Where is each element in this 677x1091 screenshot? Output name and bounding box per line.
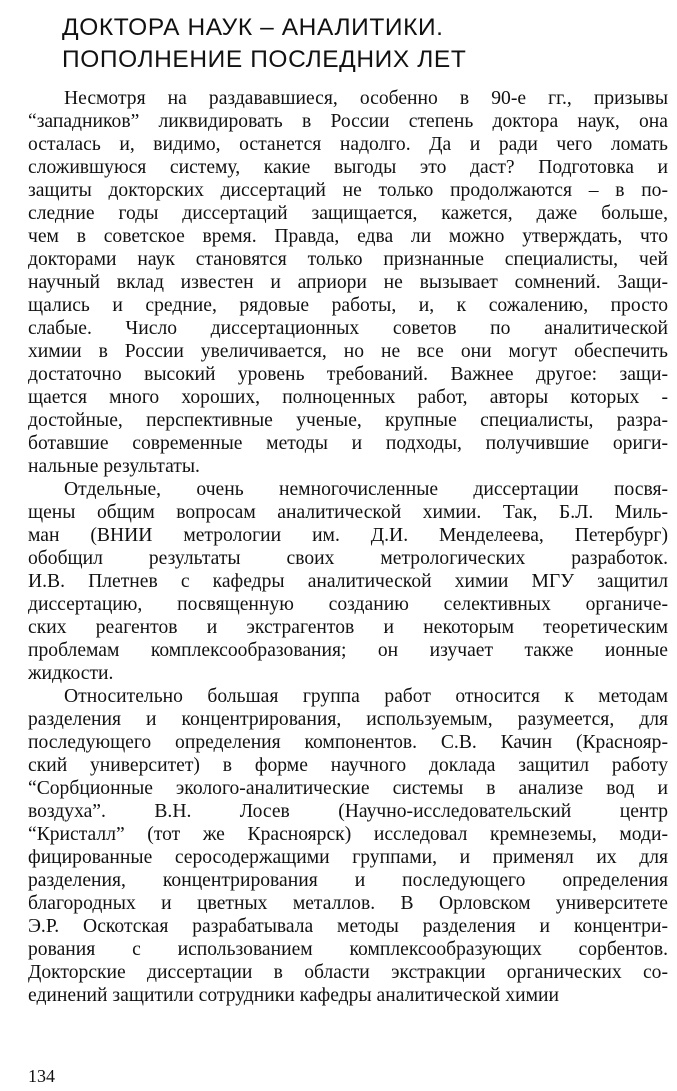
text-line: щается много хороших, полноценных работ, авторы которых - [28,387,668,408]
text-line: Отдельные, очень немногочисленные диссертации посвя- [64,479,668,500]
text-line: воздуха”. В.Н. Лосев (Научно-исследовательский центр [28,801,668,822]
page-number: 134 [28,1066,55,1086]
text-line: докторами наук становятся только признанные специалисты, чей [28,249,668,270]
text-line: фицированные серосодержащими группами, и применял их для [28,847,668,868]
text-line: осталась и, видимо, останется надолго. Да и ради чего ломать [28,134,668,155]
text-line: Докторские диссертации в области экстракции органических со- [28,962,668,983]
text-line: И.В. Плетнев с кафедры аналитической химии МГУ защитил [28,571,668,592]
paragraph [28,478,668,685]
text-line: ботавшие современные методы и подходы, получившие ориги- [28,433,668,454]
text-line: рования с использованием комплексообразующих сорбентов. [28,939,668,960]
title-line-2: ПОПОЛНЕНИЕ ПОСЛЕДНИХ ЛЕТ [62,46,467,73]
text-line: обобщил результаты своих метрологических разработок. [28,548,668,569]
text-line: проблемам комплексообразования; он изучает также ионные [28,640,668,661]
text-line: нальные результаты. [28,456,200,477]
text-line: химии в России увеличивается, но не все они могут обеспечить [28,341,668,362]
text-line: Э.Р. Оскотская разрабатывала методы разделения и концентри- [28,916,668,937]
text-line: ских реагентов и экстрагентов и некоторым теоретическим [28,617,668,638]
text-line: достойные, перспективные ученые, крупные специалисты, разра- [28,410,668,431]
text-line: “Кристалл” (тот же Красноярск) исследовал кремнеземы, моди- [28,824,668,845]
text-line: Относительно большая группа работ относится к методам [64,686,668,707]
text-line: достаточно высокий уровень требований. Важнее другое: защи- [28,364,668,385]
text-line: ман (ВНИИ метрологии им. Д.И. Менделеева, Петербург) [28,525,668,546]
text-line: следние годы диссертаций защищается, кажется, даже больше, [28,203,668,224]
text-line: чем в советское время. Правда, едва ли можно утверждать, что [28,226,668,247]
text-line: благородных и цветных металлов. В Орловском университете [28,893,668,914]
text-line: защиты докторских диссертаций не только продолжаются – в по- [28,180,668,201]
text-line: единений защитили сотрудники кафедры аналитической химии [28,985,559,1006]
text-line: щались и средние, рядовые работы, и, к сожалению, просто [28,295,668,316]
paragraph [28,685,668,1007]
text-line: разделения, концентрирования и последующего определения [28,870,668,891]
text-line: ский университет) в форме научного доклада защитил работу [28,755,668,776]
text-line: щены общим вопросам аналитической химии. Так, Б.Л. Миль- [28,502,668,523]
text-line: разделения и концентрирования, используемым, разумеется, для [28,709,668,730]
text-line: сложившуюся систему, какие выгоды это даст? Подготовка и [28,157,668,178]
text-line: “Сорбционные эколого-аналитические системы в анализе вод и [28,778,668,799]
text-line: жидкости. [28,663,114,684]
text-line: слабые. Число диссертационных советов по аналитической [28,318,668,339]
text-line: научный вклад известен и априори не вызывает сомнений. Защи- [28,272,668,293]
title-line-1: ДОКТОРА НАУК – АНАЛИТИКИ. [62,14,444,41]
page-title [62,12,662,76]
text-line: диссертацию, посвященную созданию селективных органиче- [28,594,668,615]
text-line: Несмотря на раздававшиеся, особенно в 90-е гг., призывы [64,88,668,109]
body-text [28,87,668,1007]
paragraph [28,87,668,478]
text-line: “западников” ликвидировать в России степень доктора наук, она [28,111,668,132]
text-line: последующего определения компонентов. С.В. Качин (Краснояр- [28,732,668,753]
